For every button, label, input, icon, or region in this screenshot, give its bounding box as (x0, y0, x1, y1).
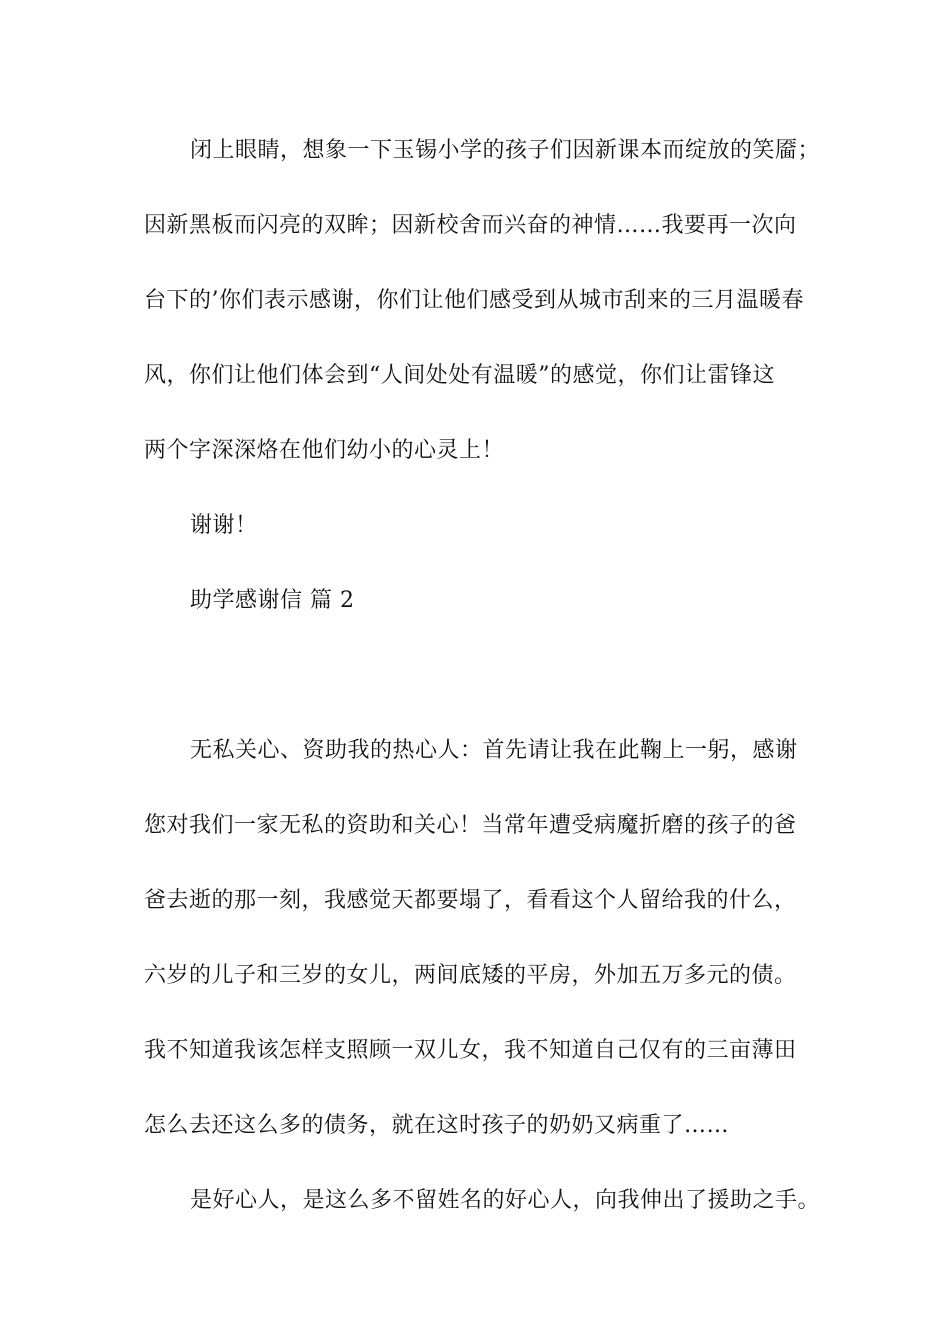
paragraph-line: 风，你们让他们体会到“人间处处有温暖”的感觉，你们让雷锋这 (144, 363, 775, 388)
paragraph-line: 怎么去还这么多的债务，就在这时孩子的奶奶又病重了…… (144, 1113, 730, 1138)
paragraph-line: 无私关心、资助我的热心人：首先请让我在此鞠上一躬，感谢 (190, 738, 798, 763)
paragraph-line: 是好心人，是这么多不留姓名的好心人，向我伸出了援助之手。 (190, 1188, 821, 1213)
section-heading: 助学感谢信 篇 2 (190, 588, 355, 613)
paragraph-line: 两个字深深烙在他们幼小的心灵上！ (144, 438, 505, 463)
paragraph-line: 我不知道我该怎样支照顾一双儿女，我不知道自己仅有的三亩薄田 (144, 1038, 797, 1063)
paragraph-line: 台下的’你们表示感谢，你们让他们感受到从城市刮来的三月温暖春 (144, 288, 804, 313)
paragraph-line: 爸去逝的那一刻，我感觉天都要塌了，看看这个人留给我的什么， (144, 888, 797, 913)
closing-thanks: 谢谢！ (190, 513, 258, 538)
paragraph-line: 闭上眼睛，想象一下玉锡小学的孩子们因新课本而绽放的笑靥； (190, 138, 821, 163)
paragraph-line: 因新黑板而闪亮的双眸；因新校舍而兴奋的神情……我要再一次向 (144, 213, 797, 238)
paragraph-line: 六岁的儿子和三岁的女儿，两间底矮的平房，外加五万多元的债。 (144, 963, 797, 988)
paragraph-line: 您对我们一家无私的资助和关心！当常年遭受病魔折磨的孩子的爸 (144, 813, 797, 838)
